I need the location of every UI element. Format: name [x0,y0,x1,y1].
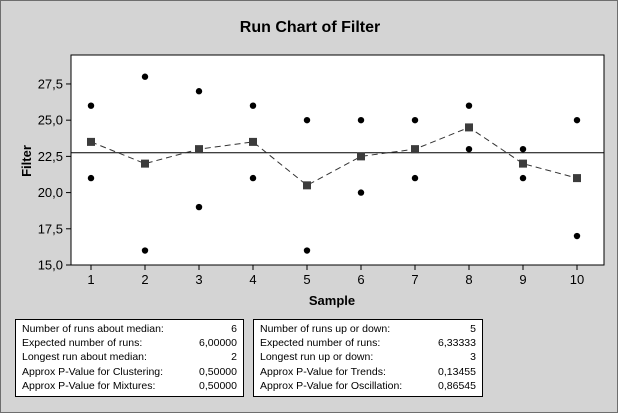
x-tick-label: 4 [249,272,257,287]
x-tick-label: 10 [569,272,585,287]
observation-point [304,247,310,253]
subgroup-median-marker [357,152,365,160]
stat-row [260,379,476,393]
runs-about-median-stats [15,319,244,397]
subgroup-median-marker [573,174,581,182]
x-tick-label: 6 [357,272,365,287]
y-tick-label: 20,0 [37,185,63,201]
observation-point [88,175,94,181]
stat-row [260,322,476,336]
stat-label: Approx P-Value for Trends: [260,365,386,378]
observation-point [88,102,94,108]
stat-row [22,365,237,379]
observation-point [574,233,580,239]
observation-point [196,88,202,94]
stat-label: Expected number of runs: [22,337,143,350]
observation-point [520,175,526,181]
stat-row [260,350,476,364]
x-tick-label: 1 [87,272,95,287]
stat-row [22,322,237,336]
x-tick-label: 9 [519,272,527,287]
chart-title: Run Chart of Filter [239,19,381,36]
stat-label: Longest run about median: [22,351,147,364]
stat-label: Number of runs about median: [22,323,164,335]
subgroup-median-marker [303,181,311,189]
observation-point [250,102,256,108]
observation-point [574,117,580,123]
subgroup-median-marker [141,160,149,168]
stat-value: 5 [470,323,476,335]
subgroup-median-marker [465,123,473,131]
observation-point [358,189,364,195]
observation-point [358,117,364,123]
stat-label: Longest run up or down: [260,351,374,364]
stat-value: 0,50000 [199,379,237,392]
observation-point [412,175,418,181]
observation-point [520,146,526,152]
stat-label: Approx P-Value for Oscillation: [260,379,403,392]
stat-value: 0,86545 [438,379,476,392]
runs-up-down-stats [253,319,483,397]
x-tick-label: 3 [195,272,203,287]
observation-point [142,74,148,80]
x-axis-label: Sample [308,293,356,308]
stat-value: 0,50000 [199,365,237,378]
y-tick-label: 27,5 [37,76,63,92]
subgroup-median-marker [249,138,257,146]
stat-label: Approx P-Value for Clustering: [22,365,164,378]
stat-value: 6,00000 [199,337,237,350]
observation-point [304,117,310,123]
x-tick-label: 8 [465,272,473,287]
stat-row [22,350,237,364]
stat-value: 6 [231,323,237,335]
y-tick-label: 15,0 [37,257,63,273]
stat-value: 3 [470,351,476,364]
y-tick-label: 22,5 [37,148,63,164]
stat-value: 6,33333 [438,337,476,350]
observation-point [466,102,472,108]
subgroup-median-marker [87,138,95,146]
x-tick-label: 2 [141,272,149,287]
y-axis-label: Filter [19,145,34,177]
stat-value: 0,13455 [438,365,476,378]
stat-row [22,336,237,350]
observation-point [250,175,256,181]
observation-point [142,247,148,253]
subgroup-median-marker [519,160,527,168]
stat-row [22,379,237,393]
x-tick-label: 7 [411,272,419,287]
observation-point [196,204,202,210]
subgroup-median-marker [411,145,419,153]
y-tick-label: 25,0 [37,112,63,128]
observation-point [412,117,418,123]
stat-label: Approx P-Value for Mixtures: [22,379,156,392]
subgroup-median-marker [195,145,203,153]
observation-point [466,146,472,152]
stat-value: 2 [231,351,237,364]
x-tick-label: 5 [303,272,311,287]
stat-label: Number of runs up or down: [260,323,391,335]
y-tick-label: 17,5 [37,221,63,237]
stat-row [260,336,476,350]
stat-row [260,365,476,379]
stat-label: Expected number of runs: [260,337,381,350]
